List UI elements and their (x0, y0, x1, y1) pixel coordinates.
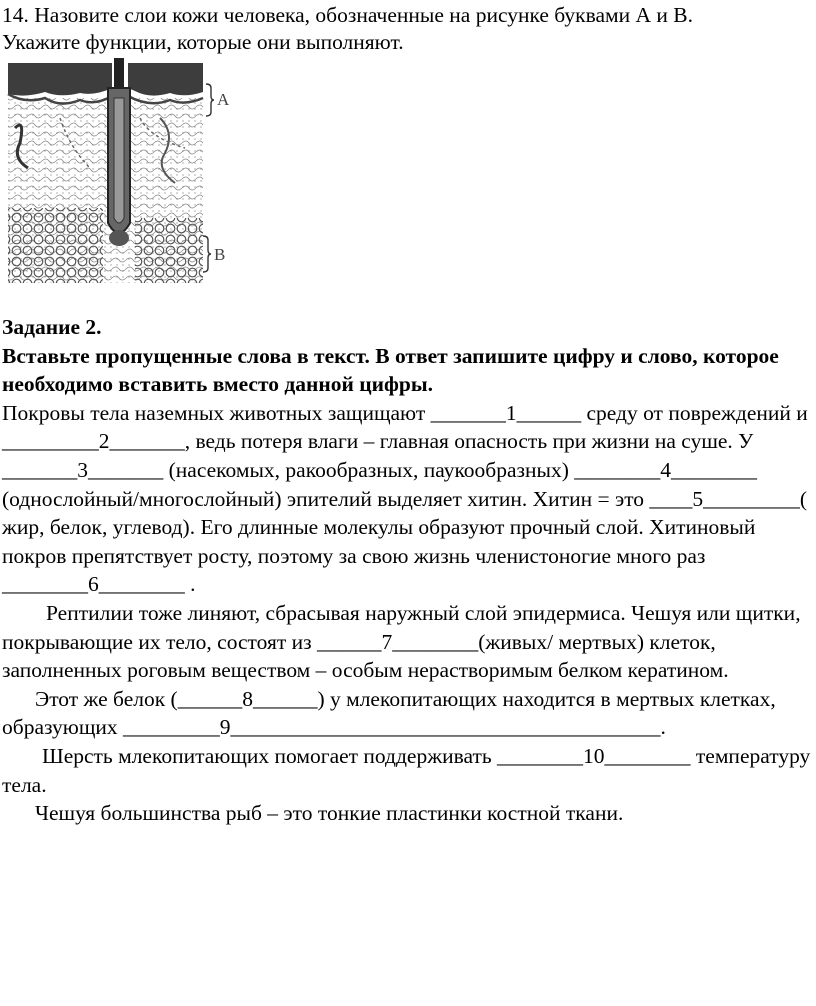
task-2-paragraph-4: Шерсть млекопитающих помогает поддерживать ________10________ температуру тела. (2, 743, 811, 797)
task-2 (2, 313, 814, 828)
task-2-paragraph-1: Покровы тела наземных животных защищают _______1______ среду от повреждений и _________2_______, ведь потеря влаги – главная опасность при жизни на суше. У _______3_______ (насекомых, ракообразных, паукообразных) ________4________ (однослойный/многослойный) эпителий выделяет хитин. Хитин = это ____5_________( жир, белок, углевод). Его длинные молекулы образуют прочный слой. Хитиновый покров препятствует росту, поэтому за свою жизнь членистоногие много раз ________6________ . (2, 400, 808, 597)
bracket-a (206, 84, 214, 116)
task-2-paragraph-2: Рептилии тоже линяют, сбрасывая наружный слой эпидермиса. Чешуя или щитки, покрывающие их тело, состоят из ______7________(живых/ мертвых) клеток, заполненных роговым веществом – особым нерастворимым белком кератином. (2, 600, 801, 683)
subcutaneous-fat (8, 208, 103, 283)
task-2-title: Задание 2. (2, 315, 102, 339)
bracket-b (203, 236, 211, 272)
question-14-line2: Укажите функции, которые они выполняют. (2, 30, 404, 54)
task-2-paragraph-3: Этот же белок (______8______) у млекопитающих находится в мертвых клетках, образующих _________9________________________________________. (2, 686, 776, 740)
task-2-paragraph-5: Чешуя большинства рыб – это тонкие пластинки костной ткани. (35, 801, 624, 826)
epidermis-layer (8, 63, 112, 96)
question-14-line1: 14. Назовите слои кожи человека, обозначенные на рисунке буквами А и В. (2, 3, 694, 27)
label-a: A (217, 90, 230, 109)
task-2-instruction: Вставьте пропущенные слова в текст. В ответ запишите цифру и слово, которое необходимо вставить вместо данной цифры. (2, 343, 779, 397)
skin-diagram (0, 58, 240, 283)
label-b: B (214, 245, 226, 264)
question-14 (2, 2, 814, 56)
